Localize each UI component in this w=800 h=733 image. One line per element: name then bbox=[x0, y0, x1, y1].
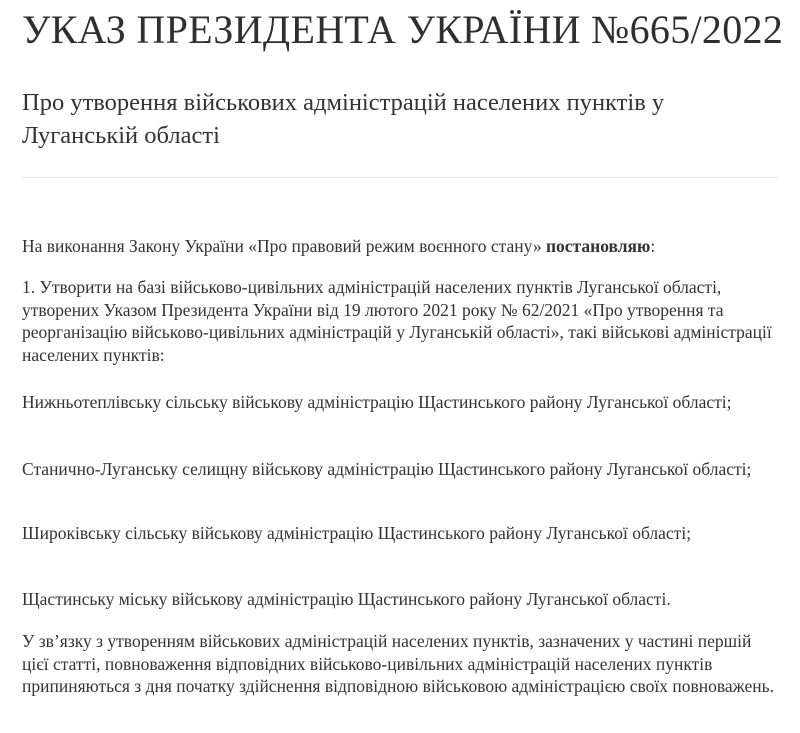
intro-bold-word: постановляю bbox=[545, 236, 651, 256]
divider bbox=[22, 177, 778, 178]
document-title: УКАЗ ПРЕЗИДЕНТА УКРАЇНИ №665/2022 bbox=[22, 7, 784, 52]
document-subtitle: Про утворення військових адміністрацій населених пунктів у Луганській області bbox=[22, 89, 665, 149]
list-item-4: Щастинську міську військову адміністрацію Щастинського району Луганської області. bbox=[22, 589, 671, 609]
list-item-3: Широківську сільську військову адміністрацію Щастинського району Луганської області; bbox=[22, 523, 692, 543]
intro-text: На виконання Закону України «Про правовий режим воєнного стану» bbox=[22, 236, 546, 256]
list-item-2: Станично-Луганську селищну військову адміністрацію Щастинського району Луганської області; bbox=[22, 459, 752, 479]
paragraph-1: 1. Утворити на базі військово-цивільних адміністрацій населених пунктів Луганської області, утворених Указом Президента України від 19 лютого 2021 року № 62/2021 «Про утворення та реорганізацію військово-цивільних адміністрацій у Луганській області», такі військові адміністрації населених пунктів: bbox=[22, 277, 772, 365]
list-item-1: Нижньотеплівську сільську військову адміністрацію Щастинського району Луганської області; bbox=[22, 392, 732, 412]
paragraph-2: У зв’язку з утворенням військових адміністрацій населених пунктів, зазначених у частині першій цієї статті, повноваження відповідних військово-цивільних адміністрацій населених пунктів припиняються з дня початку здійснення відповідною військовою адміністрацією своїх повноважень. bbox=[22, 631, 774, 696]
intro-suffix: : bbox=[650, 236, 656, 256]
intro-paragraph bbox=[22, 235, 782, 258]
